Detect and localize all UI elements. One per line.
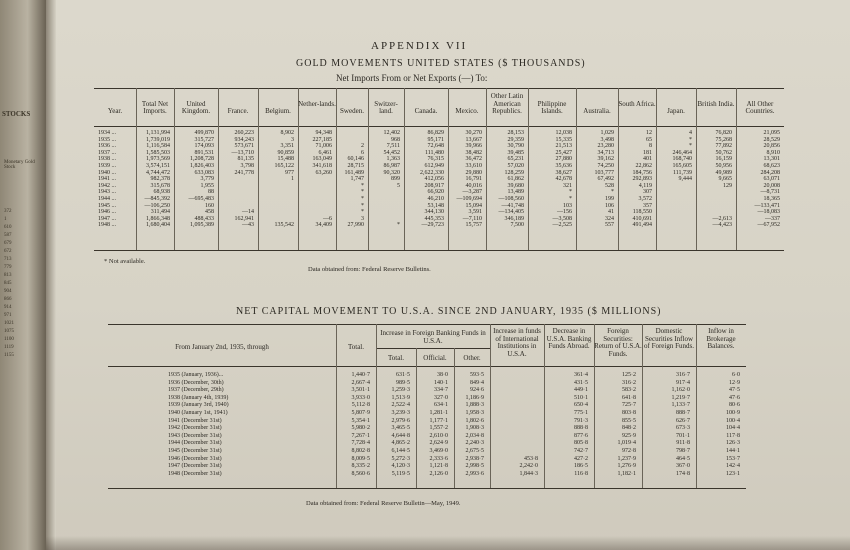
table2-bottom-rule bbox=[108, 488, 746, 489]
table2-group-rule bbox=[376, 348, 490, 349]
table1-header-cell: Sweden. bbox=[340, 107, 364, 115]
table1-header-cell: All Other Countries. bbox=[745, 99, 775, 115]
table1-data-column: 1,029 3,498 23,280 34,713 39,162 74,250 103,777 67,492 528 * 199 106 41 324 557 bbox=[594, 130, 614, 229]
facing-page-subheading: Monetary Gold Stock bbox=[4, 160, 35, 170]
table1-data-column: 2 6 60,146 28,715 161,489 1,747 * * * * * 3 27,990 bbox=[344, 143, 364, 229]
table2-data-column: 316·7 917·4 1,162·0 1,219·7 1,133·7 888·7 626·7 673·3 701·1 911·8 798·7 464·5 367·0 174·8 bbox=[671, 372, 690, 477]
table1-title: GOLD MOVEMENTS UNITED STATES ($ THOUSANDS) bbox=[296, 58, 586, 69]
table2-title: NET CAPITAL MOVEMENT TO U.S.A. SINCE 2ND JANUARY, 1935 ($ MILLIONS) bbox=[236, 306, 662, 317]
table1-data-column: 28,153 29,359 30,790 39,485 65,231 57,020 128,259 61,862 39,680 13,489 —108,560 —41,748 —134,405 346,189 7,500 bbox=[498, 130, 524, 229]
table2-header-cell: Domestic Securities Inflow of Foreign Funds. bbox=[644, 327, 694, 350]
table2-group-header: Increase in Foreign Banking Funds in U.S.A. bbox=[380, 329, 486, 345]
table1-data-column: 12 65 8 181 401 22,862 184,756 292,893 4,119 307 3,572 357 118,550 410,691 491,494 bbox=[632, 130, 652, 229]
table2-header-cell: Increase in funds of International Institutions in U.S.A. bbox=[493, 327, 541, 358]
table1-data-column: 94,348 227,185 71,006 6,461 163,049 341,618 63,260 —6 34,409 bbox=[312, 130, 332, 229]
table2-data-column: 125·2 316·2 583·2 641·8 725·7 803·8 855·5 848·2 925·9 1,019·4 972·8 1,237·9 1,276·9 1,182·1 bbox=[617, 372, 636, 477]
table1-header-cell: United Kingdom. bbox=[181, 99, 211, 115]
table1-header-cell: Canada. bbox=[414, 107, 438, 115]
table1-header-cell: British India. bbox=[697, 99, 735, 108]
table1-header-cell: Switzer-land. bbox=[374, 99, 398, 115]
table1-header-cell: Belgium. bbox=[265, 107, 291, 115]
table1-header-rule bbox=[94, 126, 784, 127]
page-gutter bbox=[46, 0, 56, 550]
table2-header-cell: Inflow in Brokerage Balances. bbox=[706, 327, 736, 350]
table1-data-column: 499,870 315,727 174,093 891,531 1,208,728 1,826,403 633,083 3,779 1,955 88 —695,483 160 458 488,433 1,095,389 bbox=[188, 130, 214, 229]
table1-data-column: 4 * * 246,464 168,740 165,605 111,739 9,444 bbox=[672, 130, 692, 183]
table1-data-column: 86,829 95,171 72,648 111,480 76,315 612,949 2,622,330 412,056 208,917 66,920 46,210 53,148 344,130 445,353 —29,723 bbox=[420, 130, 444, 229]
table1-data-column: 1,131,994 1,739,019 1,116,584 1,585,503 1,973,569 3,574,151 4,744,472 982,378 315,678 68,938 —845,392 —106,250 311,494 1,866,348 1,680,404 bbox=[144, 130, 170, 229]
facing-page-heading: STOCKS bbox=[2, 110, 31, 118]
table1-header-cell: Japan. bbox=[667, 107, 685, 115]
table2-data-column: 38·0 140·1 334·7 327·0 634·1 1,281·1 1,177·1 1,557·2 2,610·0 2,624·9 3,469·0 2,333·6 1,121·8 2,126·0 bbox=[429, 372, 448, 477]
table1-header-cell: Philippine Islands. bbox=[537, 99, 567, 115]
table1-header-cell: Other Latin American Republics. bbox=[490, 92, 524, 115]
table2-data-column: 593·5 849·4 924·6 1,186·9 1,888·3 1,958·3 1,802·6 1,908·3 2,034·8 2,240·3 2,675·5 2,938·7 2,998·5 2,993·6 bbox=[465, 372, 484, 477]
table1-data-column: 12,402 968 7,511 54,452 1,363 86,987 90,320 899 5 * bbox=[383, 130, 400, 229]
table1-data-column: 260,223 934,243 573,671 —13,710 81,135 3,798 241,778 —14 162,941 —43 bbox=[231, 130, 254, 229]
table1-header-cell: Mexico. bbox=[455, 107, 479, 115]
table1-top-rule bbox=[94, 88, 784, 89]
table2-total-header: Total. bbox=[347, 343, 365, 351]
table1-data-column: 76,820 75,268 77,892 50,762 16,159 50,956 49,989 9,665 129 —2,613 —4,423 bbox=[712, 130, 732, 229]
table2-data-column: 361·4 431·5 449·1 510·1 650·4 775·1 791·3 888·8 877·6 805·8 742·7 427·2 186·5 116·8 bbox=[574, 372, 588, 477]
table2-header-cell: Decrease in U.S.A. Banking Funds Abroad. bbox=[546, 327, 592, 350]
table2-period-column: 1935 (January, 1936)... 1936 (December, 30th) 1937 (December, 29th) 1938 (January 4th, 1939) 1939 (January 3rd, 1940) 1940 (January 1st, 1941) 1941 (December 31st) 1942 (December 31st) 1943 (December 31st) 1944 (December 31st) 1945 (December 31st) 1946 (December 31st) 1947 (December 31st) 1948 (December 31st) bbox=[168, 372, 229, 477]
table2-header-rule bbox=[108, 366, 746, 367]
table2-data-column: 631·5 989·5 1,259·3 1,513·9 2,522·4 3,239·3 2,979·6 3,465·5 4,644·8 4,865·2 6,144·5 5,272·3 4,120·3 5,119·5 bbox=[391, 372, 410, 477]
table2-period-header: From January 2nd, 1935, through bbox=[175, 343, 269, 351]
book-page bbox=[46, 0, 850, 550]
table2-header-cell: Foreign Securities: Return of U.S.A. Funds. bbox=[594, 327, 642, 358]
table1-bottom-rule bbox=[94, 250, 784, 251]
table1-subtitle: Net Imports From or Net Exports (—) To: bbox=[336, 73, 488, 83]
facing-page-edge bbox=[0, 0, 46, 550]
table1-data-column: 12,038 15,335 21,513 25,427 27,880 35,636 38,627 42,678 321 * * 103 —156 —3,508 —2,525 bbox=[552, 130, 572, 229]
table1-header-cell: Australia. bbox=[583, 107, 611, 115]
table2-subheader: Other. bbox=[463, 354, 481, 362]
table1-data-column: 8,902 3 3,351 90,859 15,488 165,122 977 1 135,542 bbox=[274, 130, 294, 229]
table2-source: Data obtained from: Federal Reserve Bulletin—May, 1949. bbox=[306, 500, 461, 507]
table2-data-column: 6·0 12·9 47·5 47·6 80·6 100·9 100·4 104·4 117·8 126·3 144·1 153·7 142·4 123·1 bbox=[726, 372, 740, 477]
table2-subheader: Official. bbox=[423, 354, 447, 362]
appendix-heading: APPENDIX VII bbox=[371, 40, 468, 52]
table1-year-column: 1934 ... 1935 ... 1936 ... 1937 ... 1938 ... 1939 ... 1940 ... 1941 ... 1942 ... 1943 ... 1944 ... 1945 ... 1946 ... 1947 ... 1948 ... bbox=[98, 130, 116, 229]
table2-data-column: 453·8 2,242·0 1,844·3 bbox=[519, 455, 538, 477]
table1-data-column: 30,270 13,667 39,966 38,482 36,472 33,610 29,880 16,791 40,016 —3,287 —109,694 15,094 3,591 —7,110 15,757 bbox=[456, 130, 482, 229]
table2-top-rule bbox=[108, 324, 746, 325]
table1-header-cell: France. bbox=[227, 107, 249, 115]
table1-header-cell: Total Net Imports. bbox=[141, 99, 169, 115]
table1-header-cell: Nether-lands. bbox=[298, 99, 336, 108]
page-shadow bbox=[46, 536, 850, 550]
table1-data-column: 21,095 28,529 20,856 8,910 13,301 68,623 284,208 63,071 20,008 —8,731 18,365 —133,471 —18,083 —337 —67,952 bbox=[754, 130, 780, 229]
facing-page-figures: 372 1 610 587 679 672 713 779 813 845 904 866 914 971 1021 1075 1100 1119 1155 bbox=[4, 209, 14, 358]
table2-data-column: 1,440·7 2,667·4 3,501·1 3,933·0 5,112·8 5,807·9 5,354·1 5,980·2 7,267·1 7,728·4 8,802·8 8,009·5 8,335·2 8,560·6 bbox=[351, 372, 370, 477]
table1-header-cell: Year. bbox=[107, 107, 123, 115]
table1-footnote: * Not available. bbox=[104, 258, 146, 265]
table1-source: Data obtained from: Federal Reserve Bulletins. bbox=[308, 266, 431, 273]
table1-header-cell: South Africa. bbox=[618, 99, 656, 108]
table2-subheader: Total. bbox=[387, 354, 405, 362]
